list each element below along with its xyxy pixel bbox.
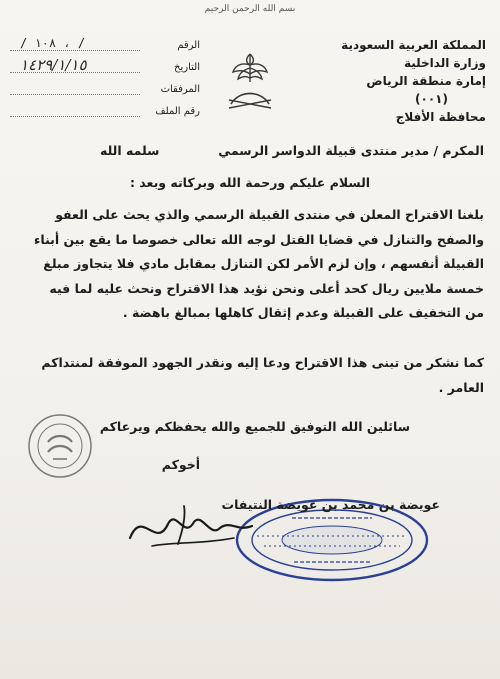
paragraph-2 bbox=[18, 351, 484, 400]
paragraph-1-line: والصفح والتنازل في قضايا القتل لوجه الله تعالى خصوصا ما يقع بين أبناء bbox=[34, 231, 484, 247]
letterhead-number: (٠٠١) bbox=[415, 92, 448, 106]
closing: سائلين الله التوفيق للجميع والله يحفظكم ويرعاكم bbox=[99, 419, 410, 434]
basmala: بسم الله الرحمن الرحيم bbox=[204, 4, 296, 14]
reference-date-row bbox=[10, 56, 200, 82]
paragraph-1 bbox=[18, 203, 484, 326]
greeting: السلام عليكم ورحمة الله وبركاته وبعد : bbox=[129, 175, 371, 190]
letterhead-ministry: وزارة الداخلية bbox=[403, 56, 486, 70]
reference-block bbox=[10, 38, 200, 126]
letterhead-kingdom: المملكة العربية السعودية bbox=[341, 38, 486, 52]
letterhead-governorate: محافظة الأفلاج bbox=[395, 110, 486, 124]
paragraph-2-line: كما نشكر من تبنى هذا الاقتراح ودعا إليه ونقدر الجهود الموفقة لمنتداكم bbox=[41, 355, 484, 370]
paragraph-1-line: خمسة ملايين ريال كحد أعلى ونحن نؤيد هذا الاقتراح ونحث عليه لما فيه bbox=[49, 280, 484, 296]
letterhead bbox=[316, 36, 486, 126]
paragraph-1-line: من التخفيف على القبيلة وعدم إثقال كاهلها بمبالغ باهضة . bbox=[122, 305, 484, 321]
reference-number-label: الرقم bbox=[177, 40, 200, 51]
signer-name: عويضة بن محمد بن عويضة النتيفات bbox=[221, 497, 440, 512]
reference-file-label: رقم الملف bbox=[155, 106, 200, 117]
brother: أخوكم bbox=[161, 457, 200, 472]
reference-attachments-row bbox=[10, 82, 200, 104]
paragraph-1-line: القبيلة أنفسهم ، وإن لزم الأمر لكن التنازل بمقابل مادي فلا يتجاوز مبلغ bbox=[43, 256, 484, 272]
reference-file-row bbox=[10, 104, 200, 126]
salute-short: سلمه الله bbox=[100, 143, 160, 158]
reference-attachments-line bbox=[10, 94, 140, 95]
paragraph-2-line: العامر . bbox=[438, 379, 484, 395]
letterhead-emirate: إمارة منطقة الرياض bbox=[366, 74, 486, 88]
handwritten-signature-icon bbox=[122, 498, 262, 558]
saudi-emblem-icon bbox=[215, 48, 285, 118]
addressee: المكرم / مدير منتدى قبيلة الدواسر الرسمي bbox=[218, 143, 484, 158]
tribe-seal-icon bbox=[26, 412, 94, 480]
reference-number-value: / ١٠٨ ، / bbox=[20, 36, 86, 50]
paragraph-1-line: بلغنا الاقتراح المعلن في منتدى القبيلة الرسمي والذي يحث على العفو bbox=[55, 207, 484, 222]
reference-date-label: التاريخ bbox=[174, 62, 200, 73]
reference-number-line bbox=[10, 50, 140, 51]
reference-date-value: ١٤٢٩/١/١٥ bbox=[20, 56, 87, 74]
reference-file-line bbox=[10, 116, 140, 117]
reference-attachments-label: المرفقات bbox=[160, 84, 200, 95]
